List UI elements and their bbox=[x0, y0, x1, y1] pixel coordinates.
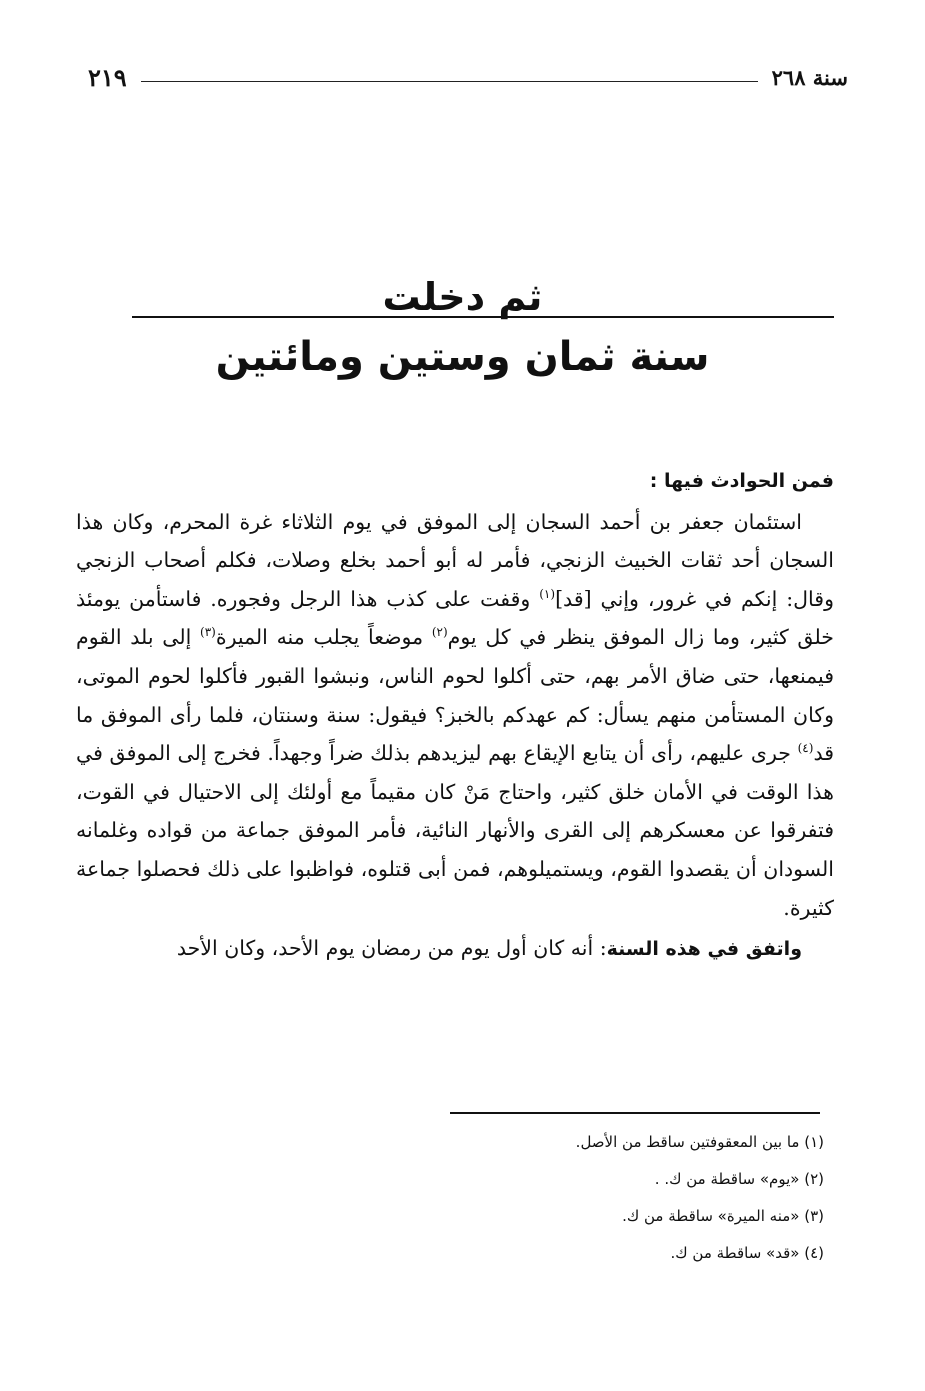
footnote-ref-2: (٢) bbox=[431, 625, 448, 640]
chapter-heading-rule bbox=[132, 316, 834, 318]
paragraph-text: إلى بلد القوم فيمنعها، حتى ضاق الأمر بهم، حتى أكلوا لحوم الناس، ونبشوا القبور فأكلوا لحوم الموتى، وكان المستأمن منهم يسأل: كم عهدكم بالخبز؟ فيقول: سنة وسنتان، فلما رأى الموفق ما قد bbox=[76, 625, 834, 766]
paragraph-lead: واتفق في هذه السنة bbox=[606, 938, 802, 961]
body-text bbox=[76, 462, 834, 969]
footnote-2: (٢) «يوم» ساقطة من ك. . bbox=[654, 1170, 824, 1188]
paragraph-text: موضعاً يجلب منه الميرة bbox=[215, 625, 432, 650]
footnote-ref-4: (٤) bbox=[797, 741, 814, 756]
paragraph-events bbox=[76, 503, 834, 928]
chapter-heading-top: ثم دخلت bbox=[382, 275, 543, 319]
paragraph-ramadan bbox=[76, 929, 834, 969]
paragraph-text: جرى عليهم، رأى أن يتابع الإيقاع بهم ليزيدهم بذلك ضراً وجهداً. فخرج إلى الموفق في هذا الوقت في الأمان خلق كثير، واحتاج مَنْ كان مقيماً مع أولئك إلى الاحتيال في القوت، فتفرقوا عن معسكرهم إلى القرى والأنهار النائية، فأمر الموفق جماعة من قواده وغلمانه السودان أن يقصدوا القوم، ويستميلوهم، فمن أبى قتلوه، فواظبوا على ذلك فحصلوا جماعة كثيرة. bbox=[76, 741, 834, 920]
chapter-heading-main: سنة ثمان وستين ومائتين bbox=[215, 334, 710, 380]
paragraph-text: : أنه كان أول يوم من رمضان يوم الأحد، وكان الأحد bbox=[176, 936, 607, 961]
footnote-ref-1: (١) bbox=[539, 586, 556, 601]
footnote-3: (٣) «منه الميرة» ساقطة من ك. bbox=[622, 1207, 824, 1225]
footnote-rule bbox=[450, 1112, 820, 1114]
footnote-4: (٤) «قد» ساقطة من ك. bbox=[670, 1244, 824, 1262]
footnote-ref-3: (٣) bbox=[200, 625, 216, 640]
footnotes bbox=[300, 1124, 824, 1272]
paragraph-text: استئمان جعفر بن أحمد السجان إلى الموفق في يوم الثلاثاء غرة المحرم، وكان هذا السجان أحد ثقات الخبيث الزنجي، فأمر له أبو أحمد بخلع وصلات، فكلم أصحاب الزنجي وقال: إنكم في غرور، وإني [قد] bbox=[76, 509, 834, 611]
running-title: سنة ٢٦٨ bbox=[771, 64, 848, 90]
running-head bbox=[88, 62, 848, 92]
footnote-1: (١) ما بين المعقوفتين ساقط من الأصل. bbox=[575, 1133, 824, 1151]
section-intro: فمن الحوادث فيها : bbox=[649, 470, 834, 492]
paragraph-text: وقفت على كذب هذا الرجل وفجوره. فاستأمن يومئذ خلق كثير، وما زال الموفق ينظر في كل يوم bbox=[76, 586, 834, 650]
header-rule bbox=[141, 81, 758, 82]
page-number: ٢١٩ bbox=[88, 62, 127, 92]
